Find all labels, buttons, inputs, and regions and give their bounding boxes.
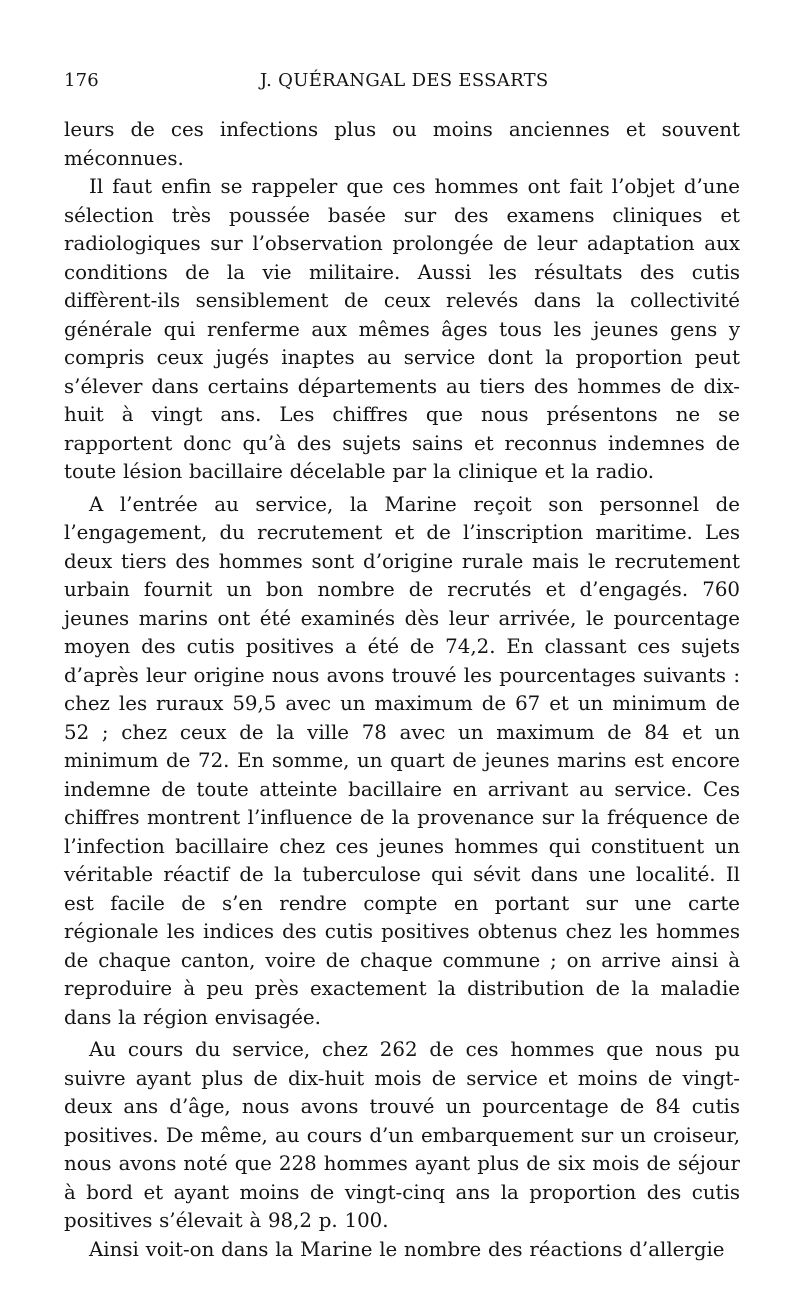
page-number: 176 (64, 70, 99, 91)
paragraph-conclusion: Ainsi voit-on dans la Marine le nombre des réactions d’allergie (89, 1237, 725, 1261)
book-page (64, 70, 740, 1264)
paragraph-continuation: leurs de ces infections plus ou moins anciennes et souvent méconnues. (64, 118, 740, 170)
running-header (64, 70, 740, 104)
paragraph-selection: Il faut enfin se rappeler que ces hommes ont fait l’objet d’une sélection très poussée basée sur des examens cliniques et radiologiques sur l’observation prolongée de leur adaptation aux conditions de la vie militaire. Aussi les résultats des cutis diffèrent-ils sensiblement de ceux relevés dans la collectivité générale qui renferme aux mêmes âges tous les jeunes gens y compris ceux jugés inaptes au service dont la proportion peut s’élever dans certains départements au tiers des hommes de dix-huit à vingt ans. Les chiffres que nous présentons ne se rapportent donc qu’à des sujets sains et reconnus indemnes de toute lésion bacillaire décelable par la clinique et la radio. (64, 175, 740, 483)
paragraph-recruitment: A l’entrée au service, la Marine reçoit son personnel de l’engagement, du recrutement et de l’inscription maritime. Les deux tiers des hommes sont d’origine rurale mais le recrutement urbain fournit un bon nombre de recrutés et d’engagés. 760 jeunes marins ont été examinés dès leur arrivée, le pourcentage moyen des cutis positives a été de 74,2. En classant ces sujets d’après leur origine nous avons trouvé les pourcentages suivants : chez les ruraux 59,5 avec un maximum de 67 et un minimum de 52 ; chez ceux de la ville 78 avec un maximum de 84 et un minimum de 72. En somme, un quart de jeunes marins est encore indemne de toute atteinte bacillaire en arrivant au service. Ces chiffres montrent l’influence de la provenance sur la fréquence de l’infection bacillaire chez ces jeunes hommes qui constituent un véritable réactif de la tuberculose qui sévit dans une localité. Il est facile de s’en rendre compte en portant sur une carte régionale les indices des cutis positives obtenus chez les hommes de chaque canton, voire de chaque commune ; on arrive ainsi à reproduire à peu près exactement la distribution de la maladie dans la région envisagée. (64, 492, 740, 1029)
paragraph-during-service: Au cours du service, chez 262 de ces hommes que nous pu suivre ayant plus de dix-huit mois de service et moins de vingt-deux ans d’âge, nous avons trouvé un pourcentage de 84 cutis positives. De même, au cours d’un embarquement sur un croiseur, nous avons noté que 228 hommes ayant plus de six mois de séjour à bord et ayant moins de vingt-cinq ans la proportion des cutis positives s’élevait à 98,2 p. 100. (64, 1038, 740, 1232)
body-text (64, 116, 740, 1264)
running-title: J. QUÉRANGAL DES ESSARTS (260, 70, 549, 91)
